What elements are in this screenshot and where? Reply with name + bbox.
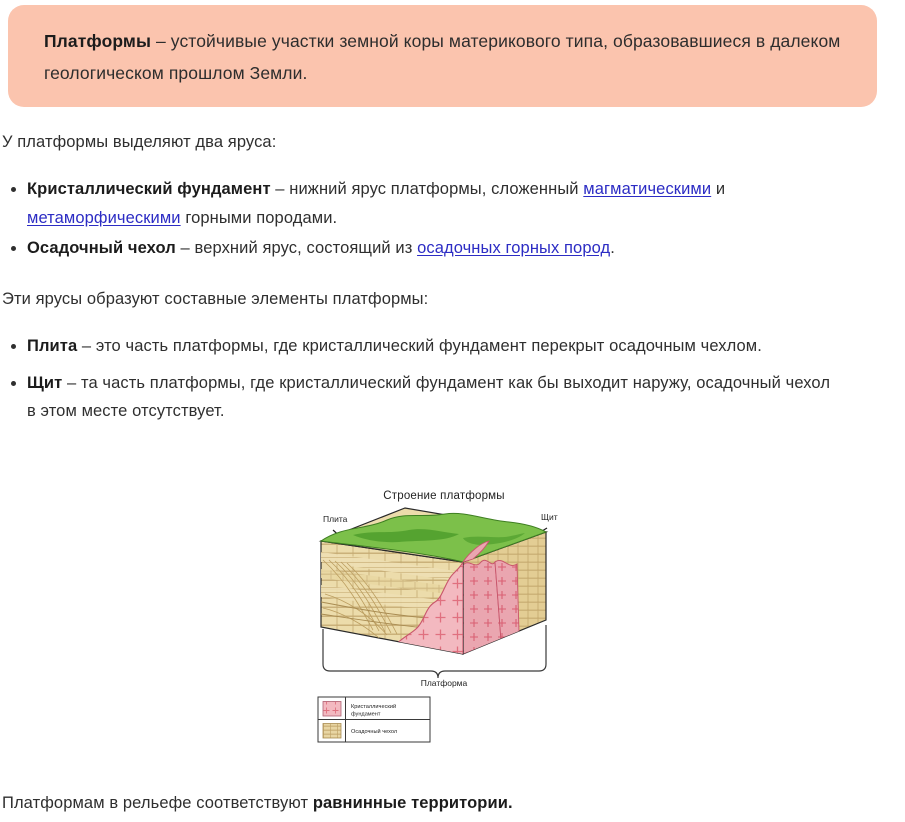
diagram-label-platform: Платформа [420, 678, 468, 688]
list-item-term: Щит [27, 373, 63, 392]
list-item-text-before: нижний ярус платформы, сложенный [289, 180, 584, 198]
diagram-legend [318, 697, 430, 742]
list-item-text: это часть платформы, где кристаллический фундамент перекрыт осадочным чехлом. [95, 337, 762, 355]
elements-list [2, 332, 832, 434]
diagram-label-plita: Плита [323, 514, 348, 524]
legend-label-basement-line1: Кристаллический [351, 704, 397, 710]
platform-diagram-figure [313, 490, 575, 752]
link-sedimentary-rocks[interactable]: осадочных горных пород [417, 239, 611, 257]
list-item-term: Кристаллический фундамент [27, 180, 271, 198]
list-item-text-after: . [610, 239, 615, 257]
list-item-dash: – [62, 373, 81, 392]
legend-label-sedimentary: Осадочный чехол [351, 729, 398, 735]
legend-label-basement-line2: фундамент [351, 711, 381, 718]
definition-callout [8, 5, 877, 107]
list-item-dash: – [77, 337, 96, 355]
list-item-text-after: горными породами. [180, 208, 338, 227]
definition-term: Платформы [44, 31, 152, 51]
definition-body: устойчивые участки земной коры материкового типа, образовавшиеся в далеком геологическом прошлом Земли. [44, 31, 841, 83]
closing-strong: равнинные территории. [312, 794, 513, 812]
platform-block-diagram [313, 490, 575, 752]
intro-paragraph-one: У платформы выделяют два яруса: [2, 133, 277, 151]
list-item-term: Плита [27, 337, 78, 355]
definition-text [44, 25, 843, 89]
list-item [2, 175, 882, 232]
intro-paragraph-two: Эти ярусы образуют составные элементы платформы: [2, 290, 429, 308]
list-item [2, 369, 832, 426]
closing-paragraph [2, 790, 513, 816]
figure-title: Строение платформы [383, 490, 505, 502]
tiers-list [2, 175, 882, 265]
legend-swatch-sedimentary [323, 724, 341, 739]
closing-text: Платформам в рельефе соответствуют [2, 794, 313, 812]
list-item [2, 234, 882, 263]
definition-dash: – [151, 31, 171, 51]
list-item-term: Осадочный чехол [27, 239, 176, 257]
list-item-text: та часть платформы, где кристаллический фундамент как бы выходит наружу, осадочный чехол в этом месте отсутствует. [27, 373, 831, 420]
list-item [2, 332, 832, 361]
link-magmatic[interactable]: магматическими [583, 180, 712, 198]
list-item-dash: – [175, 239, 195, 257]
list-item-dash: – [270, 180, 290, 198]
legend-swatch-basement [323, 702, 341, 717]
list-item-text-before: верхний ярус, состоящий из [194, 239, 418, 257]
diagram-label-shield: Щит [541, 512, 558, 522]
link-metamorphic[interactable]: метаморфическими [27, 208, 181, 227]
list-item-text-middle: и [711, 180, 726, 198]
